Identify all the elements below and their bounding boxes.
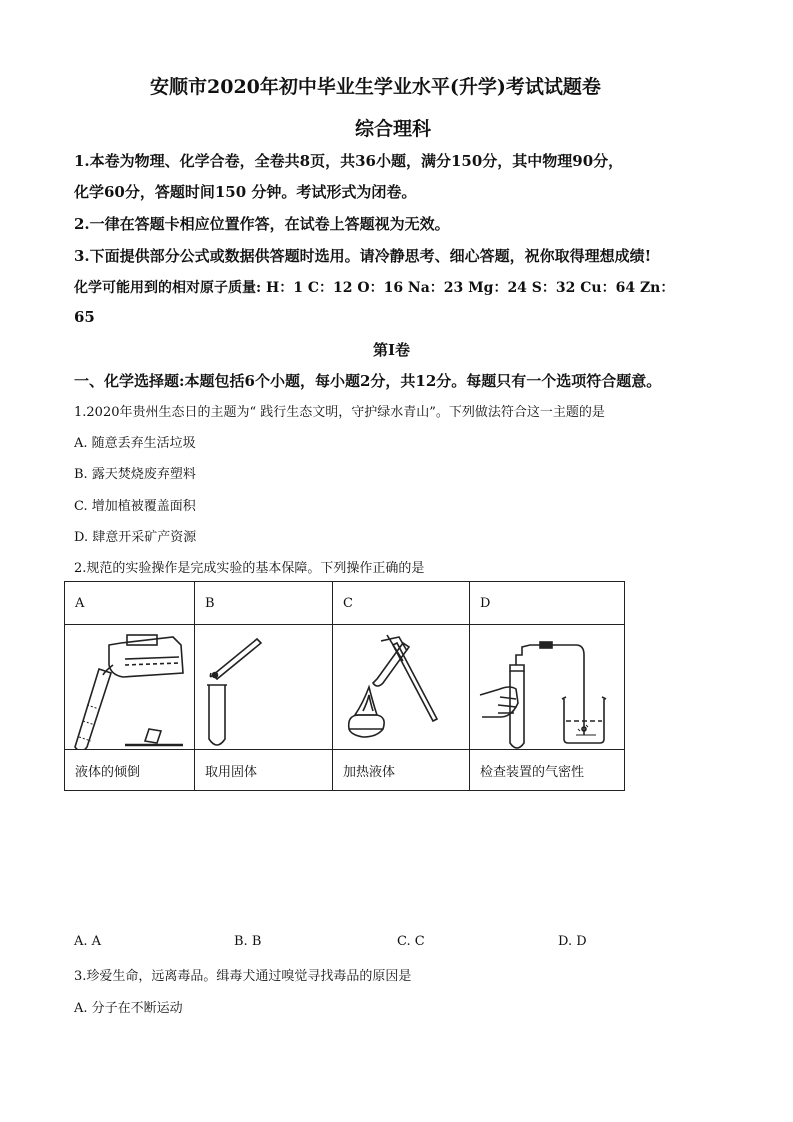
question-3-option-a: A. 分子在不断运动 [74, 1001, 183, 1016]
figure-cell [195, 625, 333, 750]
pouring-liquid-icon [65, 625, 194, 749]
atomic-mass-line: 化学可能用到的相对原子质量: H：1 C：12 O：16 Na：23 Mg：24 S：32 Cu：64 Zn： [74, 280, 675, 296]
figure-label-cell: 取用固体 [195, 750, 333, 791]
table-header-cell: C [333, 582, 470, 625]
question-2-table [64, 581, 625, 791]
figure-cell [65, 625, 195, 750]
page-subtitle: 综合理科 [355, 118, 432, 140]
figure-label-cell: 加热液体 [333, 750, 470, 791]
question-1-option-a: A. 随意丢弃生活垃圾 [74, 436, 196, 451]
question-1-option-d: D. 肆意开采矿产资源 [74, 530, 197, 545]
question-1-option-c: C. 增加植被覆盖面积 [74, 499, 196, 514]
figure-cell [333, 625, 470, 750]
table-header-cell: A [65, 582, 195, 625]
question-2-answer-b: B. B [234, 934, 262, 949]
airtightness-check-icon [470, 625, 624, 749]
volume-label: 第I卷 [373, 341, 411, 359]
page-title: 安顺市2020年初中毕业生学业水平(升学)考试试题卷 [150, 76, 601, 98]
figure-label-cell: 液体的倾倒 [65, 750, 195, 791]
instruction-line-3: 2.一律在答题卡相应位置作答，在试卷上答题视为无效。 [74, 215, 450, 233]
question-2-answer-d: D. D [558, 934, 587, 949]
question-3-stem: 3.珍爱生命，远离毒品。缉毒犬通过嗅觉寻找毒品的原因是 [74, 969, 412, 984]
question-1-option-b: B. 露天焚烧废弃塑料 [74, 467, 196, 482]
question-1-stem: 1.2020年贵州生态日的主题为“ 践行生态文明，守护绿水青山”。下列做法符合这一主题的是 [74, 405, 605, 420]
solid-transfer-icon [195, 625, 332, 749]
section-heading: 一、化学选择题:本题包括6个小题，每小题2分，共12分。每题只有一个选项符合题意。 [74, 372, 662, 390]
table-header-cell: D [470, 582, 625, 625]
instruction-line-2: 化学60分，答题时间150 分钟。考试形式为闭卷。 [74, 183, 417, 201]
question-2-answer-a: A. A [74, 934, 102, 949]
instruction-line-4: 3.下面提供部分公式或数据供答题时选用。请冷静思考、细心答题，祝你取得理想成绩! [74, 247, 652, 265]
instruction-line-1: 1.本卷为物理、化学合卷，全卷共8页，共36小题，满分150分，其中物理90分， [74, 152, 624, 170]
question-2-stem: 2.规范的实验操作是完成实验的基本保障。下列操作正确的是 [74, 561, 425, 576]
figure-cell [470, 625, 625, 750]
table-header-cell: B [195, 582, 333, 625]
figure-label-cell: 检查装置的气密性 [470, 750, 625, 791]
atomic-mass-line-cont: 65 [74, 308, 95, 326]
heating-liquid-icon [333, 625, 469, 749]
question-2-answer-c: C. C [397, 934, 425, 949]
